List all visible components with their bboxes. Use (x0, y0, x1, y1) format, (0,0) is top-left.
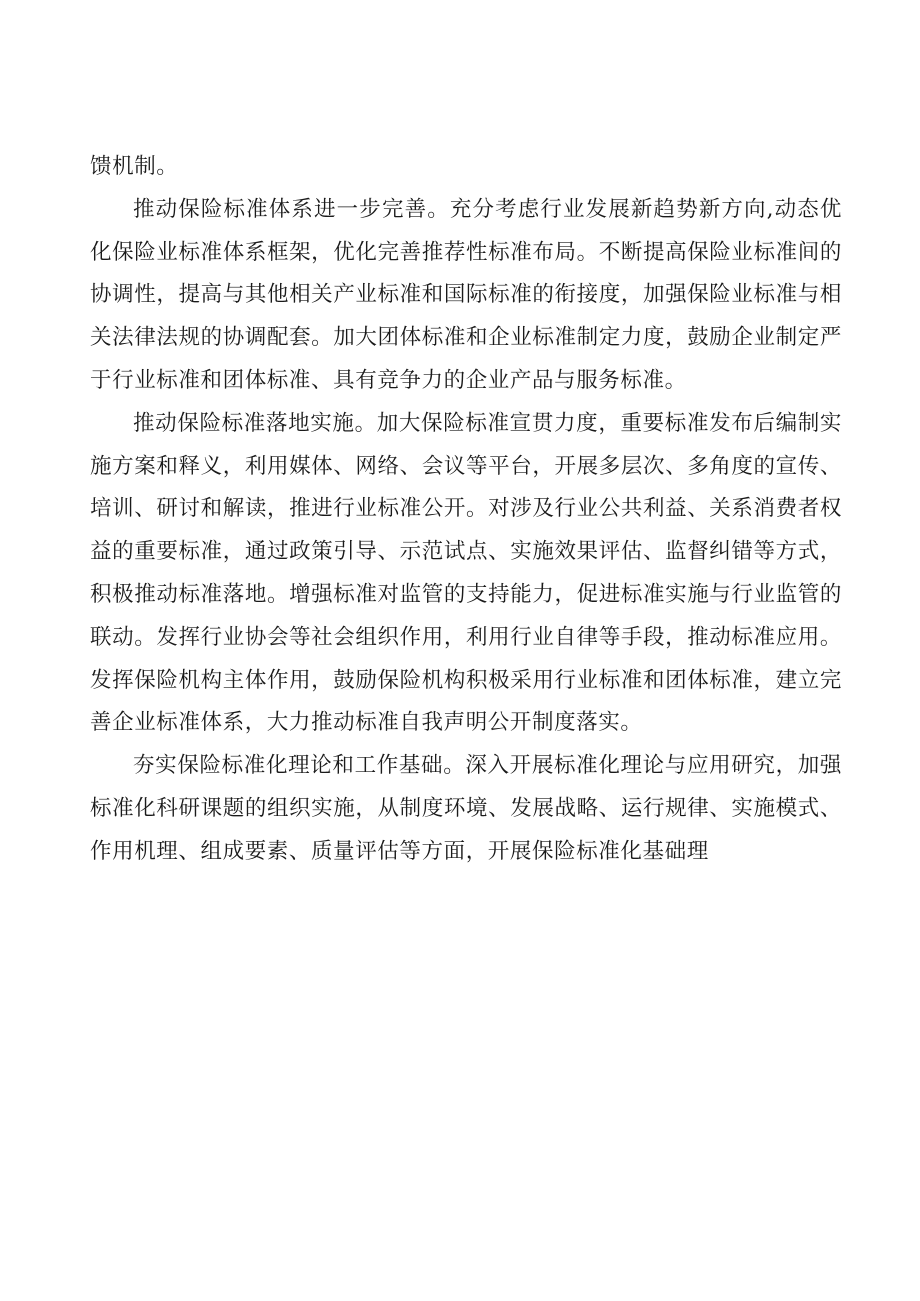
paragraph-continuation: 馈机制。 (90, 154, 179, 179)
paragraph-standards-foundation: 夯实保险标准化理论和工作基础。深入开展标准化理论与应用研究，加强标准化科研课题的组织实施，从制度环境、发展战略、运行规律、实施模式、作用机理、组成要素、质量评估等方面，开展保险标准化基础理 (90, 753, 842, 864)
paragraph-standards-implementation: 推动保险标准落地实施。加大保险标准宣贯力度，重要标准发布后编制实施方案和释义，利用媒体、网络、会议等平台，开展多层次、多角度的宣传、培训、研讨和解读，推进行业标准公开。对涉及行业公共利益、关系消费者权益的重要标准，通过政策引导、示范试点、实施效果评估、监督纠错等方式，积极推动标准落地。增强标准对监管的支持能力，促进标准实施与行业监管的联动。发挥行业协会等社会组织作用，利用行业自律等手段，推动标准应用。发挥保险机构主体作用，鼓励保险机构积极采用行业标准和团体标准，建立完善企业标准体系，大力推动标准自我声明公开制度落实。 (90, 410, 842, 736)
paragraph-standards-system: 推动保险标准体系进一步完善。充分考虑行业发展新趋势新方向,动态优化保险业标准体系框架，优化完善推荐性标准布局。不断提高保险业标准间的协调性，提高与其他相关产业标准和国际标准的衔接度，加强保险业标准与相关法律法规的协调配套。加大团体标准和企业标准制定力度，鼓励企业制定严于行业标准和团体标准、具有竞争力的企业产品与服务标准。 (90, 196, 842, 393)
document-body (90, 146, 842, 874)
